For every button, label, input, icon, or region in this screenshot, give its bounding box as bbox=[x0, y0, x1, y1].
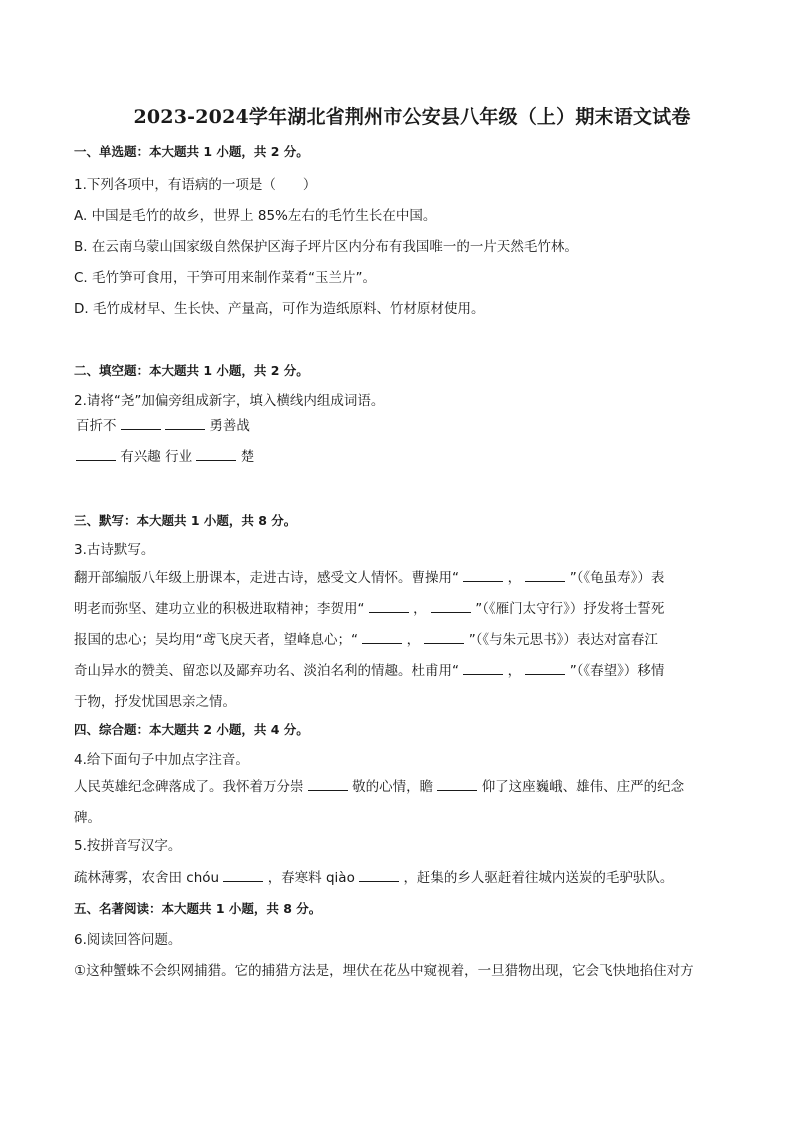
section-heading-fill-blank: 二、填空题：本大题共 1 小题，共 2 分。 bbox=[74, 363, 309, 378]
answer-blank[interactable] bbox=[463, 660, 503, 675]
question-6-stem: 6.阅读回答问题。 bbox=[74, 932, 182, 948]
passage-line bbox=[74, 656, 742, 687]
answer-blank[interactable] bbox=[424, 629, 464, 644]
question-4-stem: 4.给下面句子中加点字注音。 bbox=[74, 752, 249, 768]
answer-blank[interactable] bbox=[223, 867, 263, 882]
question-3-stem: 3.古诗默写。 bbox=[74, 542, 155, 558]
passage-text: ，春寒料 qiào bbox=[267, 870, 355, 886]
answer-blank[interactable] bbox=[362, 629, 402, 644]
question-6-passage-line: ①这种蟹蛛不会织网捕猎。它的捕猎方法是，埋伏在花丛中窥视着，一旦猎物出现，它会飞快地掐住对方 bbox=[74, 963, 694, 979]
answer-blank[interactable] bbox=[308, 776, 348, 791]
answer-blank[interactable] bbox=[76, 446, 116, 461]
answer-blank[interactable] bbox=[463, 567, 503, 582]
question-2-text: 勇善战 bbox=[209, 418, 250, 434]
passage-text: 仰了这座巍峨、雄伟、庄严的纪念 bbox=[481, 779, 685, 795]
question-3-passage bbox=[74, 563, 742, 718]
passage-text: 疏林薄雾，农舍田 chóu bbox=[74, 870, 220, 886]
question-1-option-a: A. 中国是毛竹的故乡，世界上 85%左右的毛竹生长在中国。 bbox=[74, 208, 437, 224]
question-1-option-c: C. 毛竹笋可食用，干笋可用来制作菜肴“玉兰片”。 bbox=[74, 270, 376, 286]
section-heading-single-choice: 一、单选题：本大题共 1 小题，共 2 分。 bbox=[74, 144, 309, 159]
section-heading-dictation: 三、默写：本大题共 1 小题，共 8 分。 bbox=[74, 513, 297, 528]
passage-text: ， bbox=[507, 570, 522, 586]
answer-blank[interactable] bbox=[121, 415, 161, 430]
passage-text: ”（《与朱元思书》）表达对富春江 bbox=[468, 632, 658, 648]
question-5-line bbox=[74, 867, 742, 888]
answer-blank[interactable] bbox=[165, 415, 205, 430]
answer-blank[interactable] bbox=[196, 446, 236, 461]
question-1-stem: 1.下列各项中，有语病的一项是（ ） bbox=[74, 177, 317, 193]
passage-line bbox=[74, 772, 742, 803]
question-2-text: 百折不 bbox=[76, 418, 117, 434]
question-2-text: 楚 bbox=[240, 449, 255, 465]
question-4-passage bbox=[74, 772, 742, 834]
question-2-row-2 bbox=[74, 446, 742, 467]
answer-blank[interactable] bbox=[359, 867, 399, 882]
passage-text: 奇山异水的赞美、留恋以及鄙弃功名、淡泊名利的情趣。杜甫用“ bbox=[74, 663, 459, 679]
answer-blank[interactable] bbox=[437, 776, 477, 791]
section-heading-classics-reading: 五、名著阅读：本大题共 1 小题，共 8 分。 bbox=[74, 901, 322, 916]
passage-text: 敬的心情，瞻 bbox=[352, 779, 434, 795]
passage-line: 碑。 bbox=[74, 810, 101, 826]
passage-text: ， bbox=[507, 663, 522, 679]
question-5-stem: 5.按拼音写汉字。 bbox=[74, 838, 182, 854]
passage-line bbox=[74, 625, 742, 656]
passage-text: ， bbox=[413, 601, 427, 617]
answer-blank[interactable] bbox=[525, 660, 565, 675]
passage-line bbox=[74, 594, 742, 625]
passage-text: ”（《雁门太守行》）抒发将士誓死 bbox=[475, 601, 665, 617]
passage-text: ”（《春望》）移情 bbox=[569, 663, 665, 679]
section-heading-comprehensive: 四、综合题：本大题共 2 小题，共 4 分。 bbox=[74, 722, 309, 737]
passage-text: ，赶集的乡人驱赶着往城内送炭的毛驴驮队。 bbox=[403, 870, 674, 886]
answer-blank[interactable] bbox=[431, 598, 471, 613]
question-2-text: 行业 bbox=[165, 449, 193, 465]
exam-title: 2023-2024学年湖北省荆州市公安县八年级（上）期末语文试卷 bbox=[133, 106, 691, 128]
passage-text: 人民英雄纪念碑落成了。我怀着万分崇 bbox=[74, 779, 304, 795]
question-1-option-b: B. 在云南乌蒙山国家级自然保护区海子坪片区内分布有我国唯一的一片天然毛竹林。 bbox=[74, 239, 578, 255]
question-1-option-d: D. 毛竹成材早、生长快、产量高，可作为造纸原料、竹材原材使用。 bbox=[74, 301, 485, 317]
passage-line bbox=[74, 563, 742, 594]
question-2-row-1 bbox=[74, 415, 742, 436]
passage-text: ， bbox=[406, 632, 421, 648]
passage-text: 报国的忠心；吴均用“鸢飞戾天者，望峰息心；“ bbox=[74, 632, 358, 648]
question-2-text: 有兴趣 bbox=[120, 449, 161, 465]
question-2-stem: 2.请将“尧”加偏旁组成新字，填入横线内组成词语。 bbox=[74, 393, 385, 409]
passage-text: 明老而弥坚、建功立业的积极进取精神；李贺用“ bbox=[74, 601, 365, 617]
passage-text: ”（《龟虽寿》）表 bbox=[569, 570, 665, 586]
passage-text: 翻开部编版八年级上册课本，走进古诗，感受文人情怀。曹操用“ bbox=[74, 570, 459, 586]
answer-blank[interactable] bbox=[525, 567, 565, 582]
answer-blank[interactable] bbox=[369, 598, 409, 613]
passage-line: 于物，抒发忧国思亲之情。 bbox=[74, 694, 236, 710]
